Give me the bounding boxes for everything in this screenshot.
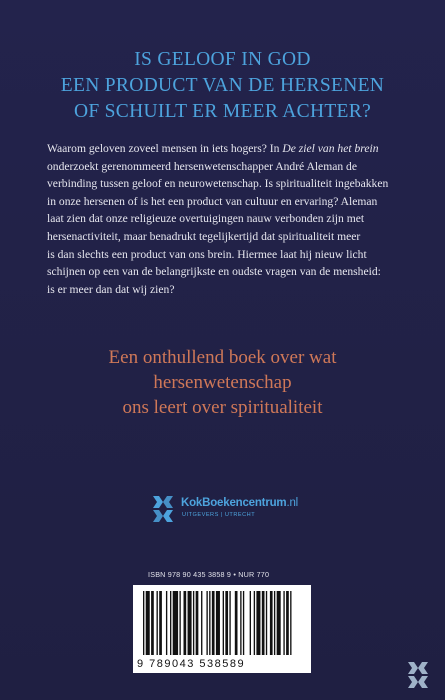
publisher-name-main: KokBoekencentrum — [181, 497, 287, 509]
publisher-name — [181, 497, 298, 509]
blurb-line: in onze hersenen of is het een product van cultuur en ervaring? Aleman — [47, 194, 378, 208]
barcode — [133, 585, 311, 673]
headline-line: OF SCHUILT ER MEER ACHTER? — [73, 101, 372, 122]
headline-line: IS GELOOF IN GOD — [134, 49, 311, 70]
blurb-line: verbinding tussen geloof en neurowetenschap. Is spiritualiteit ingebakken — [47, 177, 389, 191]
headline — [0, 47, 445, 125]
tagline-line: Een onthullend boek over wat — [108, 347, 337, 368]
publisher-subline: UITGEVERS | UTRECHT — [182, 512, 256, 518]
blurb-line: laat zien dat onze religieuze overtuigingen nauw verbonden zijn met — [47, 212, 365, 226]
blurb-text-start: Waarom geloven zoveel mensen in iets hogers? In — [47, 142, 283, 155]
isbn-nur-line: ISBN 978 90 435 3858 9 • NUR 770 — [148, 570, 270, 579]
publisher-name-suffix: .nl — [286, 497, 298, 509]
barcode-digits: 9 789043 538589 — [137, 658, 246, 670]
tagline — [0, 345, 445, 420]
blurb-line: onderzoekt gerenommeerd hersenwetenschapper André Aleman de — [47, 159, 358, 173]
blurb-line: is er meer dan dat wij zien? — [47, 282, 175, 296]
headline-line: EEN PRODUCT VAN DE HERSENEN — [60, 75, 385, 96]
blurb-text — [47, 140, 402, 298]
blurb-line: schijnen op een van de belangrijkste en oudste vragen van de mensheid: — [47, 265, 381, 279]
blurb-line: is dan slechts een product van ons brein. Hiermee laat hij nieuw licht — [47, 247, 367, 261]
tagline-line: ons leert over spiritualiteit — [122, 397, 323, 418]
book-title: De ziel van het brein — [282, 142, 379, 155]
blurb-line — [47, 140, 402, 158]
blurb-line: hersenactiviteit, maar benadrukt tegelijkertijd dat spiritualiteit meer — [47, 229, 361, 243]
publisher-corner-mark-icon — [405, 660, 431, 690]
publisher-mark-icon — [150, 494, 176, 524]
tagline-line: hersenwetenschap — [153, 372, 292, 393]
